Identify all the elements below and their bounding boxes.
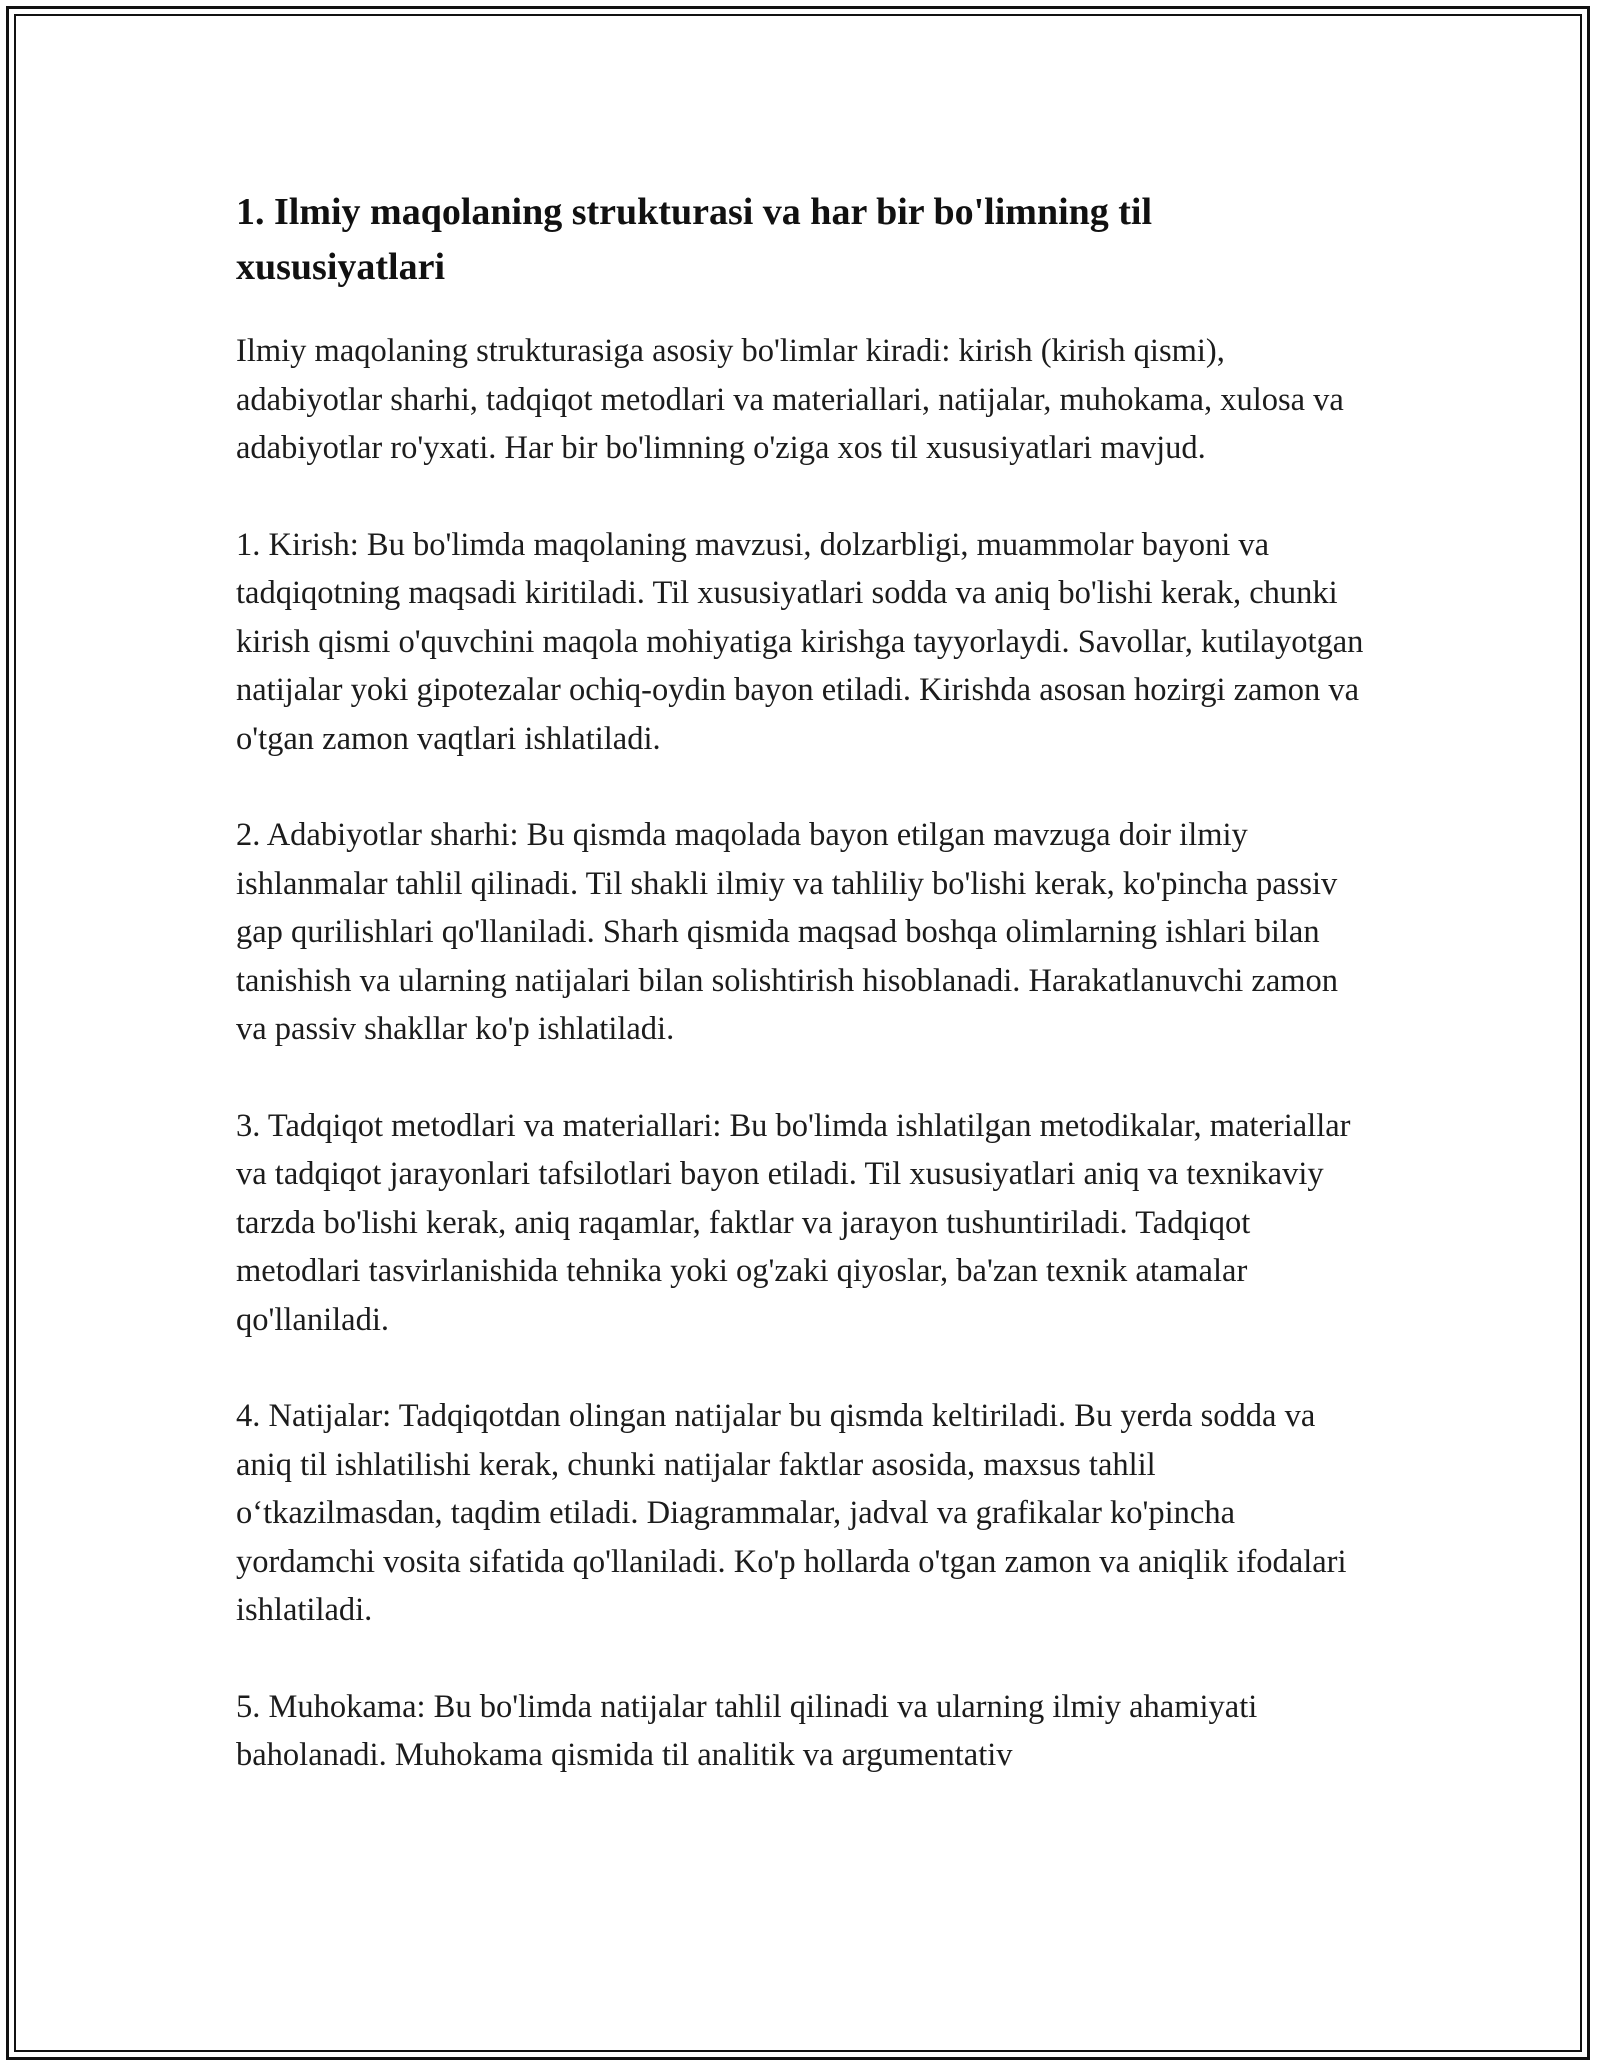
section-kirish-paragraph: 1. Kirish: Bu bo'limda maqolaning mavzusi, dolzarbligi, muammolar bayoni va tadqiqotning maqsadi kiritiladi. Til xususiyatlari sodda va aniq bo'lishi kerak, chunki kirish qismi o'quvchini maqola mohiyatiga kirishga tayyorlaydi. Savollar, kutilayotgan natijalar yoki gipotezalar ochiq-oydin bayon etiladi. Kirishda asosan hozirgi zamon va o'tgan zamon vaqtlari ishlatiladi. (236, 526, 1364, 757)
document-title: 1. Ilmiy maqolaning strukturasi va har bir bo'limning til xususiyatlari (236, 191, 1153, 288)
section-natijalar-paragraph: 4. Natijalar: Tadqiqotdan olingan natijalar bu qismda keltiriladi. Bu yerda sodda va aniq til ishlatilishi kerak, chunki natijalar faktlar asosida, maxsus tahlil o‘tkazilmasdan, taqdim etiladi. Diagrammalar, jadval va grafikalar ko'pincha yordamchi vosita sifatida qo'llaniladi. Ko'p hollarda o'tgan zamon va aniqlik ifodalari ishlatiladi. (236, 1398, 1347, 1628)
section-muhokama-paragraph: 5. Muhokama: Bu bo'limda natijalar tahlil qilinadi va ularning ilmiy ahamiyati baholanadi. Muhokama qismida til analitik va argumentativ (236, 1688, 1258, 1773)
section-adabiyotlar-paragraph: 2. Adabiyotlar sharhi: Bu qismda maqolada bayon etilgan mavzuga doir ilmiy ishlanmalar tahlil qilinadi. Til shakli ilmiy va tahliliy bo'lishi kerak, ko'pincha passiv gap qurilishlari qo'llaniladi. Sharh qismida maqsad boshqa olimlarning ishlari bilan tanishish va ularning natijalari bilan solishtirish hisoblanadi. Harakatlanuvchi zamon va passiv shakllar ko'p ishlatiladi. (236, 817, 1339, 1047)
document-body (236, 185, 1366, 1828)
section-metodlar-paragraph: 3. Tadqiqot metodlari va materiallari: Bu bo'limda ishlatilgan metodikalar, materiallar va tadqiqot jarayonlari tafsilotlari bayon etiladi. Til xususiyatlari aniq va texnikaviy tarzda bo'lishi kerak, aniq raqamlar, faktlar va jarayon tushuntiriladi. Tadqiqot metodlari tasvirlanishida tehnika yoki og'zaki qiyoslar, ba'zan texnik atamalar qo'llaniladi. (236, 1107, 1351, 1338)
intro-paragraph: Ilmiy maqolaning strukturasiga asosiy bo'limlar kiradi: kirish (kirish qismi), adabiyotlar sharhi, tadqiqot metodlari va materiallari, natijalar, muhokama, xulosa va adabiyotlar ro'yxati. Har bir bo'limning o'ziga xos til xususiyatlari mavjud. (236, 333, 1344, 466)
